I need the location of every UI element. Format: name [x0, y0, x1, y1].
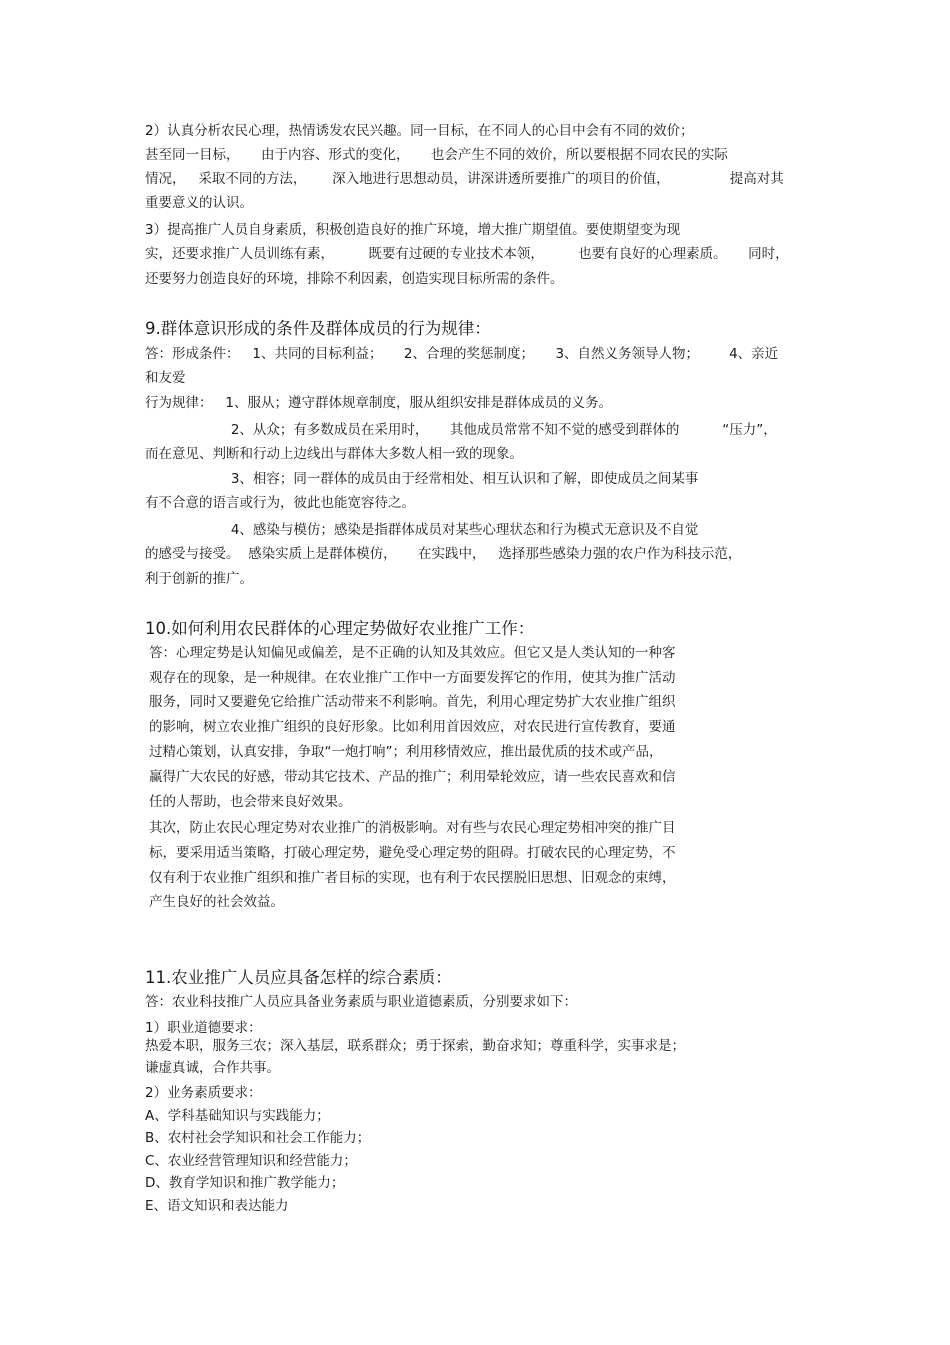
- text-line: 情况， 采取不同的方法， 深入地进行思想动员，讲深讲透所要推广的项目的价值， 提高对其: [145, 171, 784, 187]
- text-line: 行为规律： 1、服从；遵守群体规章制度，服从组织安排是群体成员的义务。: [145, 395, 612, 411]
- text-line: 有不合意的语言或行为，彼此也能宽容待之。: [145, 495, 415, 511]
- text-line: 和友爱: [145, 370, 186, 386]
- list-item: E、语文知识和表达能力: [145, 1198, 289, 1214]
- text-line: 利于创新的推广。: [145, 571, 253, 587]
- list-item: D、教育学知识和推广教学能力；: [145, 1175, 345, 1191]
- text-line: 重要意义的认识。: [145, 195, 253, 211]
- text-line: 答：心理定势是认知偏见或偏差，是不正确的认知及其效应。但它又是人类认知的一种客: [149, 645, 676, 661]
- text-line: 其次，防止农民心理定势对农业推广的消极影响。对有些与农民心理定势相冲突的推广目: [149, 820, 676, 836]
- text-line: 标，要采用适当策略，打破心理定势，避免受心理定势的阻碍。打破农民的心理定势，不: [149, 845, 676, 861]
- text-line: 甚至同一目标， 由于内容、形式的变化， 也会产生不同的效价，所以要根据不同农民的实际: [145, 147, 728, 163]
- text-line: 任的人帮助，也会带来良好效果。: [149, 794, 352, 810]
- list-item: A、学科基础知识与实践能力；: [145, 1108, 330, 1124]
- text-line: 而在意见、判断和行动上边线出与群体大多数人相一致的现象。: [145, 446, 523, 462]
- list-item: B、农村社会学知识和社会工作能力；: [145, 1130, 371, 1146]
- text-line: 实，还要求推广人员训练有素， 既要有过硬的专业技术本领， 也要有良好的心理素质。 同时，: [145, 246, 789, 262]
- section-heading-q11: 11.农业推广人员应具备怎样的综合素质：: [145, 968, 452, 987]
- text-line: 3）提高推广人员自身素质，积极创造良好的推广环境，增大推广期望值。要使期望变为现: [145, 222, 681, 238]
- text-line: 1）职业道德要求：: [145, 1020, 262, 1036]
- text-line: 仅有利于农业推广组织和推广者目标的实现，也有利于农民摆脱旧思想、旧观念的束缚，: [149, 870, 676, 886]
- text-line: 3、相容；同一群体的成员由于经常相处、相互认识和了解，即使成员之间某事: [145, 471, 699, 487]
- text-line: 答：形成条件： 1、共同的目标利益； 2、合理的奖惩制度； 3、自然义务领导人物； 4、亲近: [145, 346, 779, 362]
- text-line: 2、从众；有多数成员在采用时， 其他成员常常不知不觉的感受到群体的 “压力”，: [145, 422, 777, 438]
- text-line: 产生良好的社会效益。: [149, 894, 284, 910]
- text-line: 服务，同时又要避免它给推广活动带来不利影响。首先，利用心理定势扩大农业推广组织: [149, 694, 676, 710]
- text-line: 答：农业科技推广人员应具备业务素质与职业道德素质，分别要求如下：: [145, 994, 577, 1010]
- text-line: 过精心策划，认真安排，争取“一炮打响”；利用移情效应，推出最优质的技术或产品，: [149, 744, 663, 760]
- text-line: 2）认真分析农民心理，热情诱发农民兴趣。同一目标，在不同人的心目中会有不同的效价；: [145, 123, 694, 139]
- list-item: C、农业经营管理知识和经营能力；: [145, 1153, 357, 1169]
- text-line: 的影响，树立农业推广组织的良好形象。比如利用首因效应，对农民进行宣传教育，要通: [149, 719, 676, 735]
- text-line: 谦虚真诚，合作共事。: [145, 1060, 280, 1076]
- text-line: 2）业务素质要求：: [145, 1085, 262, 1101]
- text-line: 还要努力创造良好的环境，排除不利因素，创造实现目标所需的条件。: [145, 271, 564, 287]
- text-line: 观存在的现象，是一种规律。在农业推广工作中一方面要发挥它的作用，使其为推广活动: [149, 670, 676, 686]
- section-heading-q9: 9.群体意识形成的条件及群体成员的行为规律：: [145, 319, 491, 338]
- text-line: 热爱本职，服务三农；深入基层，联系群众；勇于探索，勤奋求知；尊重科学，实事求是；: [145, 1038, 685, 1054]
- text-line: 赢得广大农民的好感，带动其它技术、产品的推广；利用晕轮效应，请一些农民喜欢和信: [149, 769, 676, 785]
- text-line: 4、感染与模仿；感染是指群体成员对某些心理状态和行为模式无意识及不自觉: [145, 522, 699, 538]
- section-heading-q10: 10.如何利用农民群体的心理定势做好农业推广工作：: [145, 619, 535, 638]
- text-line: 的感受与接受。 感染实质上是群体模仿， 在实践中， 选择那些感染力强的农户作为科技示范，: [145, 546, 742, 562]
